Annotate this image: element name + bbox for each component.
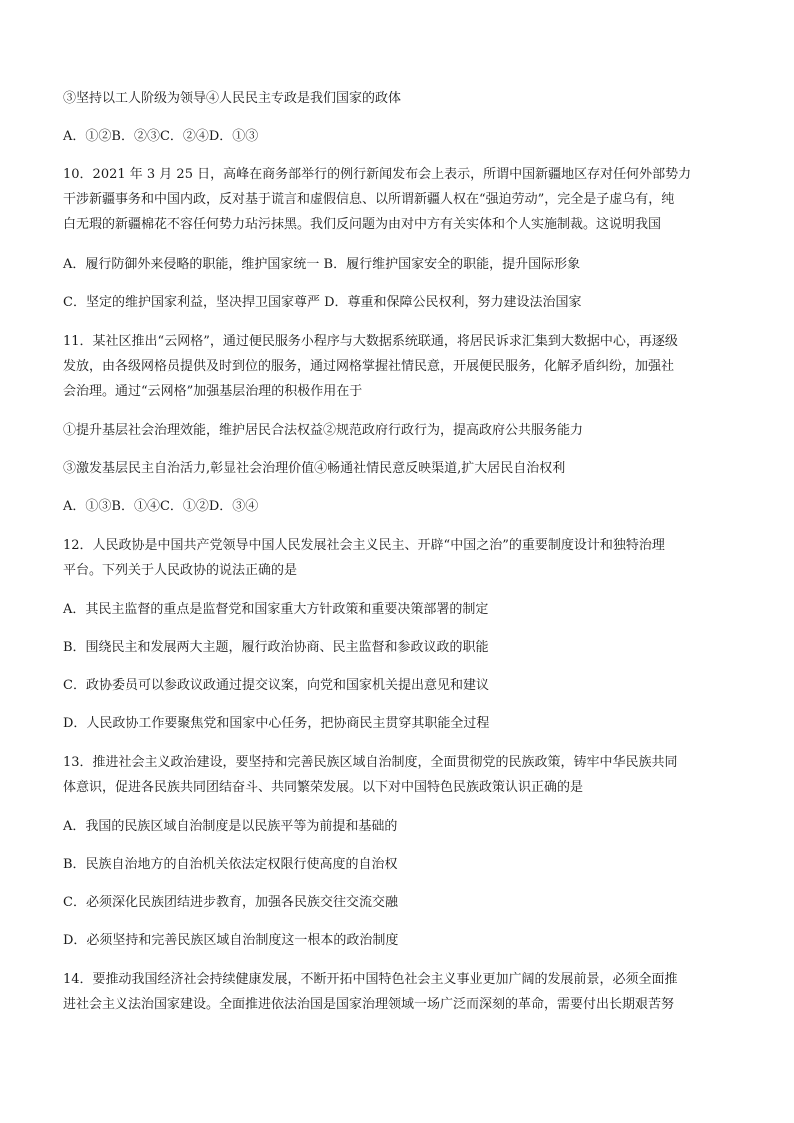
q13-stem-line-1: 13．推进社会主义政治建设，要坚持和完善民族区域自治制度，全面贯彻党的民族政策，铸牢中华民族共同: [63, 755, 678, 770]
q13-option-a: A．我国的民族区域自治制度是以民族平等为前提和基础的: [63, 819, 398, 834]
statement-3-4: ③坚持以工人阶级为领导④人民民主专政是我们国家的政体: [63, 91, 402, 106]
q11-stem-line-1: 11．某社区推出“云网格”，通过便民服务小程序与大数据系统联通，将居民诉求汇集到大数据中心，再逐级: [63, 334, 678, 349]
q13-stem-line-2: 体意识，促进各民族共同团结奋斗、共同繁荣发展。以下对中国特色民族政策认识正确的是: [63, 780, 584, 795]
q12-option-d: D．人民政协工作要聚焦党和国家中心任务，把协商民主贯穿其职能全过程: [63, 716, 490, 731]
q10-options-cd: C．坚定的维护国家利益，坚决捍卫国家尊严 D．尊重和保障公民权利，努力建设法治国家: [63, 295, 582, 310]
q13-option-b: B．民族自治地方的自治机关依法定权限行使高度的自治权: [63, 857, 398, 872]
q12-stem-line-2: 平台。下列关于人民政协的说法正确的是: [63, 563, 298, 578]
q11-statements-1-2: ①提升基层社会治理效能，维护居民合法权益②规范政府行政行为，提高政府公共服务能力: [63, 423, 584, 438]
q11-answer-options: A．①③B．①④C．①②D．③④: [63, 499, 259, 514]
q10-stem-line-1: 10．2021 年 3 月 25 日，高峰在商务部举行的例行新闻发布会上表示，所谓中国新疆地区存对任何外部势力: [63, 167, 692, 182]
q10-stem-line-2: 干涉新疆事务和中国内政，反对基于谎言和虚假信息、以所谓新疆人权在“强迫劳动”，完全是子虚乌有，纯: [63, 192, 675, 207]
q13-option-d: D．必须坚持和完善民族区域自治制度这一根本的政治制度: [63, 933, 399, 948]
q12-option-a: A．其民主监督的重点是监督党和国家重大方针政策和重要决策部署的制定: [63, 602, 489, 617]
q13-option-c: C．必须深化民族团结进步教育，加强各民族交往交流交融: [63, 895, 398, 910]
q14-stem-line-2: 进社会主义法治国家建设。全面推进依法治国是国家治理领域一场广泛而深刻的革命，需要付出长期艰苦努: [63, 997, 675, 1012]
q11-stem-line-3: 会治理。通过“云网格”加强基层治理的积极作用在于: [63, 384, 363, 399]
q9-answer-options: A．①②B．②③C．②④D．①③: [63, 129, 259, 144]
q11-statements-3-4: ③激发基层民主自治活力,彰显社会治理价值④畅通社情民意反映渠道,扩大居民自治权利: [63, 461, 566, 476]
q11-stem-line-2: 发放，由各级网格员提供及时到位的服务，通过网格掌握社情民意，开展便民服务，化解矛盾纠纷，加强社: [63, 359, 675, 374]
q12-option-b: B．围绕民主和发展两大主题，履行政治协商、民主监督和参政议政的职能: [63, 640, 489, 655]
q12-stem-line-1: 12．人民政协是中国共产党领导中国人民发展社会主义民主、开辟“中国之治”的重要制度设计和独特治理: [63, 538, 665, 553]
q14-stem-line-1: 14．要推动我国经济社会持续健康发展，不断开拓中国特色社会主义事业更加广阔的发展前景，必须全面推: [63, 972, 678, 987]
q10-options-ab: A．履行防御外来侵略的职能，维护国家统一 B．履行维护国家安全的职能，提升国际形象: [63, 257, 581, 272]
q12-option-c: C．政协委员可以参政议政通过提交议案，向党和国家机关提出意见和建议: [63, 678, 489, 693]
q10-stem-line-3: 白无瑕的新疆棉花不容任何势力玷污抹黑。我们反问题为由对中方有关实体和个人实施制裁。这说明我国: [63, 217, 662, 232]
